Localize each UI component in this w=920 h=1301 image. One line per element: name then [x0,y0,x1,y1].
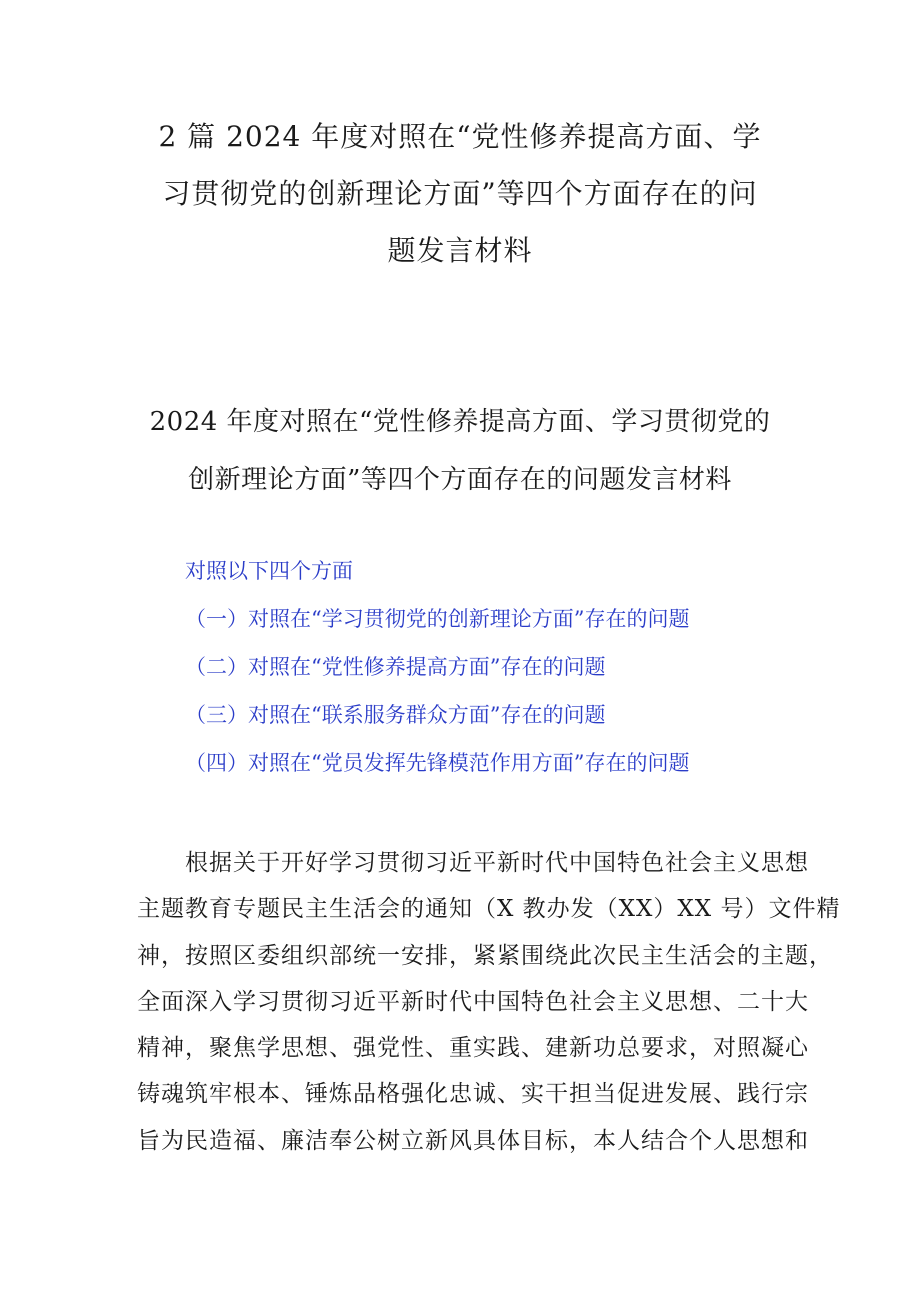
toc-item-2[interactable]: （二）对照在“党性修养提高方面”存在的问题 [185,655,606,679]
toc-item-4[interactable]: （四）对照在“党员发挥先锋模范作用方面”存在的问题 [185,751,690,775]
article-title [120,393,800,509]
document-title-line: 题发言材料 [387,234,533,267]
body-line: 旨为民造福、廉洁奉公树立新风具体目标，本人结合个人思想和 [137,1127,809,1154]
toc-item-1[interactable]: （一）对照在“学习贯彻党的创新理论方面”存在的问题 [185,607,690,631]
document-title-line: 2 篇 2024 年度对照在“党性修养提高方面、学 [158,120,762,153]
document-title [130,108,790,279]
toc-heading[interactable]: 对照以下四个方面 [185,559,353,583]
body-line: 主题教育专题民主生活会的通知（X 教办发（XX）XX 号）文件精 [137,896,841,923]
toc-item-3[interactable]: （三）对照在“联系服务群众方面”存在的问题 [185,703,606,727]
body-line: 精神，聚焦学思想、强党性、重实践、建新功总要求，对照凝心 [137,1035,809,1062]
body-line: 神，按照区委组织部统一安排，紧紧围绕此次民主生活会的主题， [137,942,833,969]
article-title-line: 2024 年度对照在“党性修养提高方面、学习贯彻党的 [149,407,771,437]
body-line: 全面深入学习贯彻习近平新时代中国特色社会主义思想、二十大 [137,988,809,1015]
table-of-contents [185,553,805,793]
body-line: 铸魂筑牢根本、锤炼品格强化忠诚、实干担当促进发展、践行宗 [137,1081,809,1108]
body-line: 根据关于开好学习贯彻习近平新时代中国特色社会主义思想 [185,850,809,876]
body-paragraph [137,840,841,1164]
article-title-line: 创新理论方面”等四个方面存在的问题发言材料 [188,465,732,495]
document-title-line: 习贯彻党的创新理论方面”等四个方面存在的问 [162,177,758,210]
